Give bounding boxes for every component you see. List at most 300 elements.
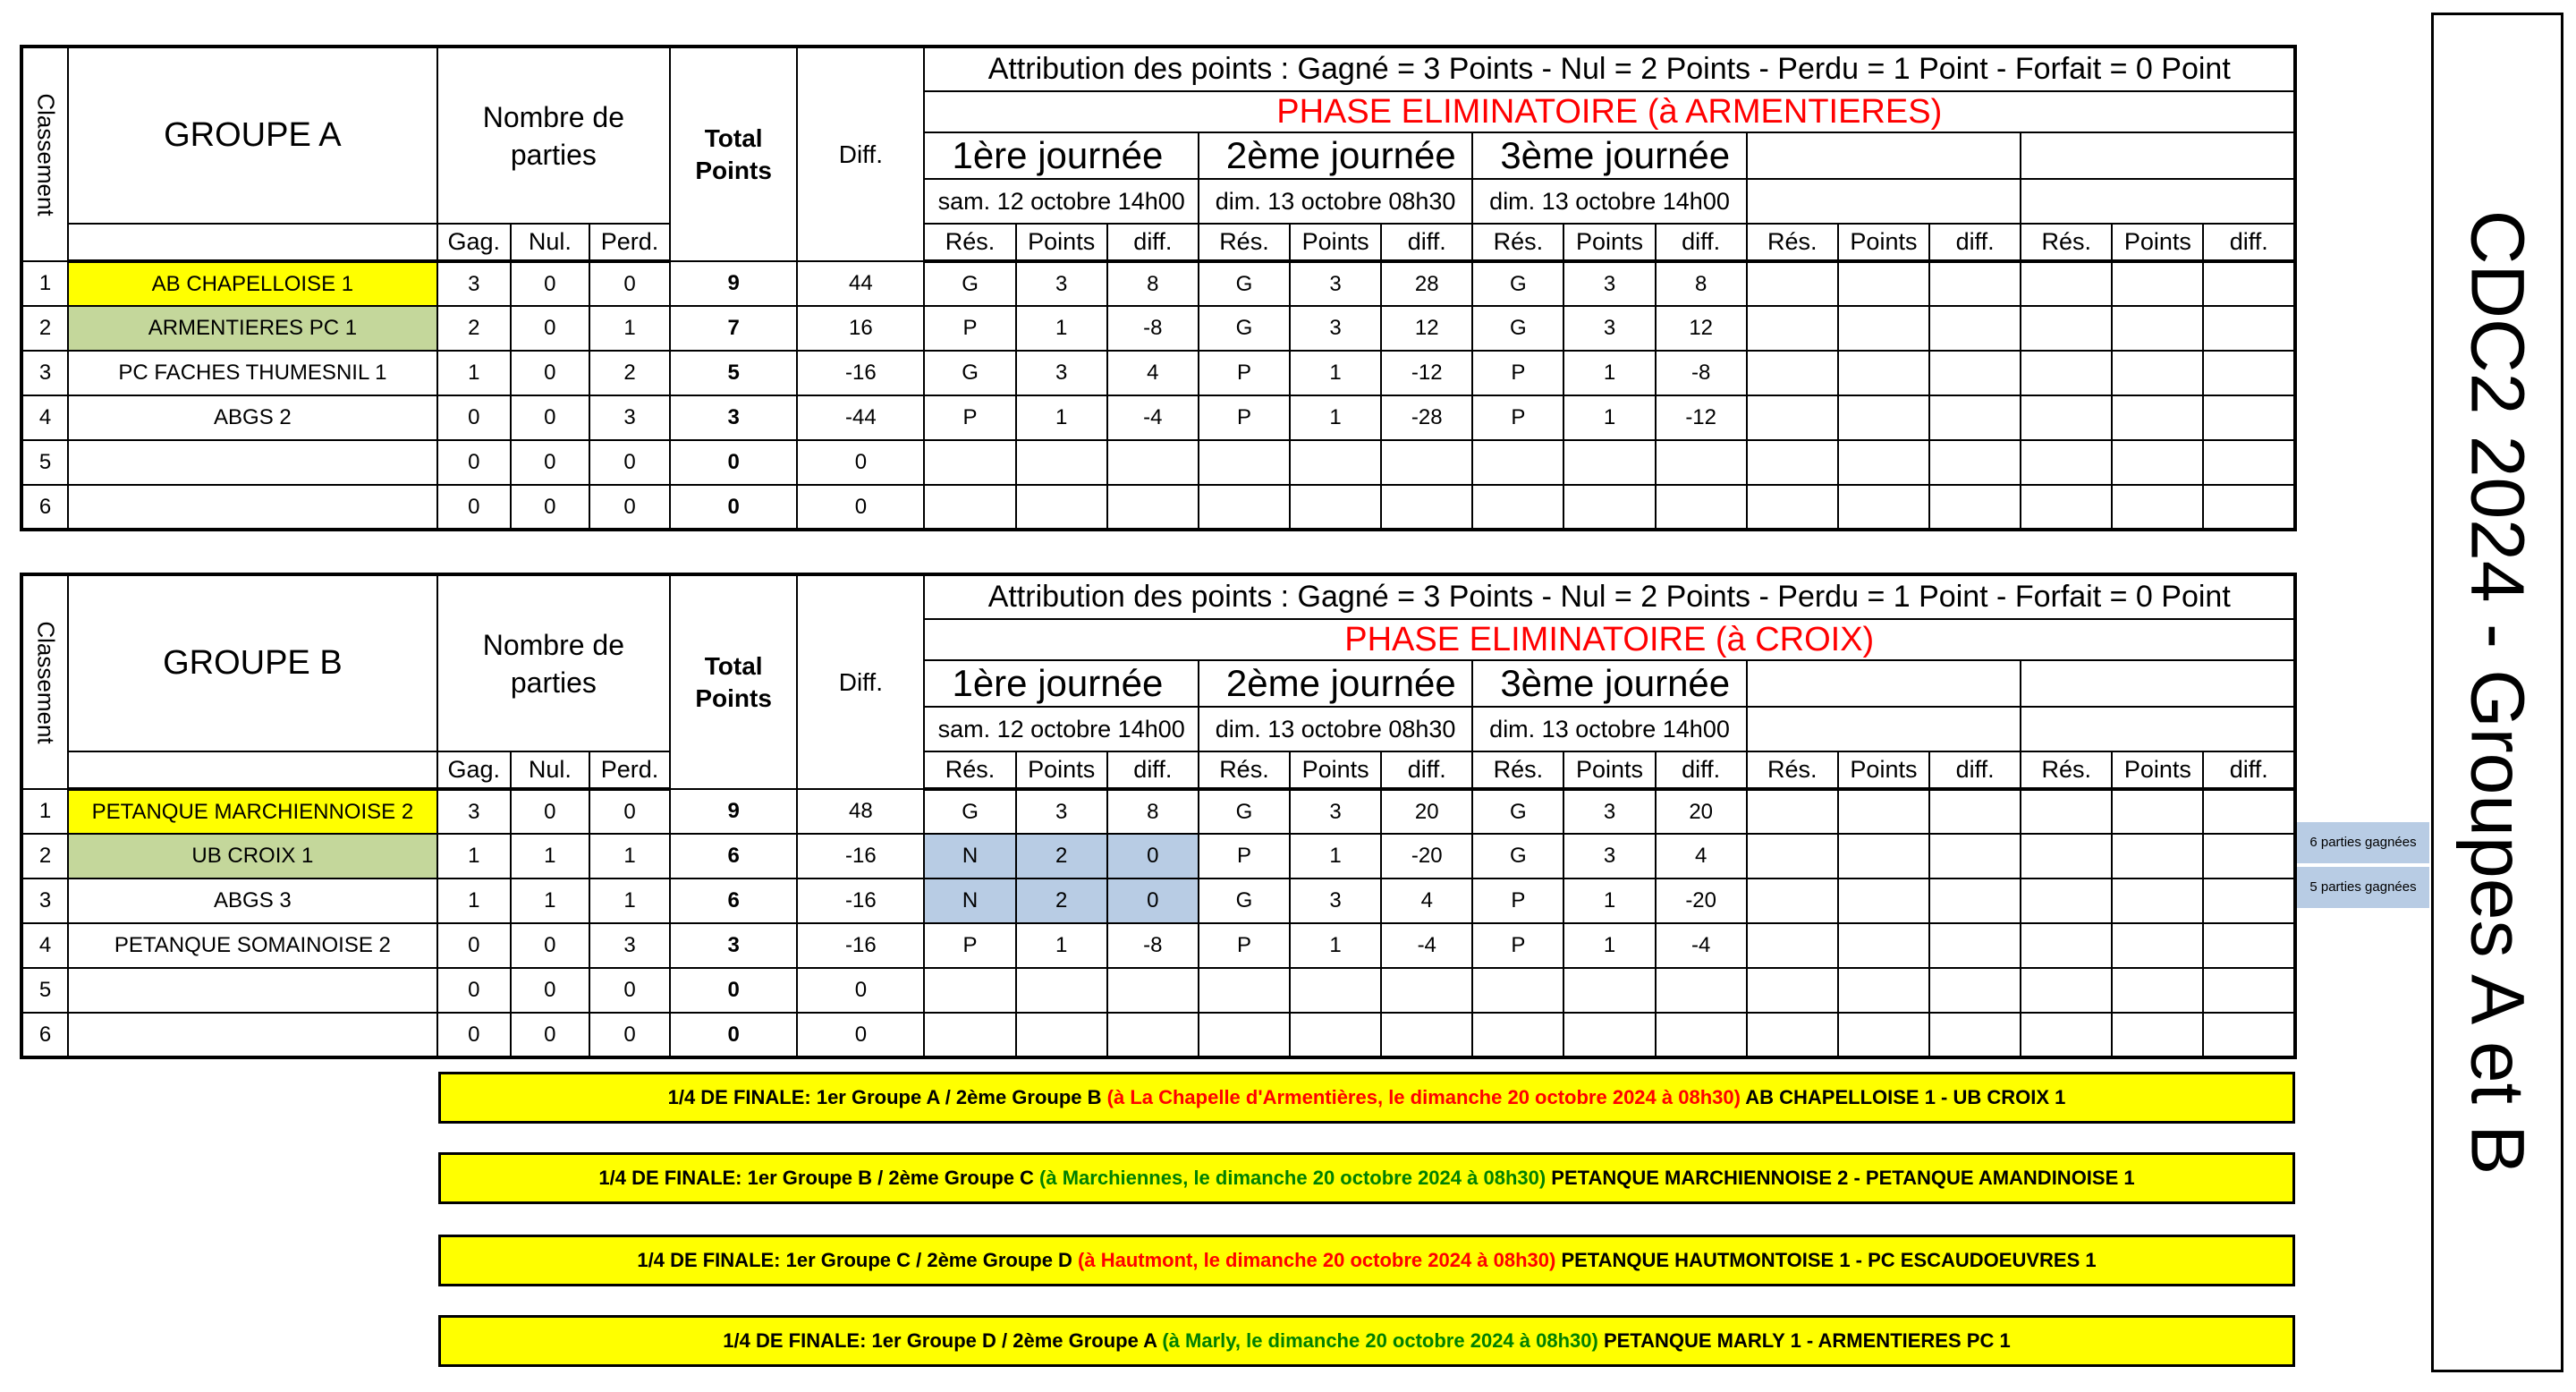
diff-cell: 0: [797, 485, 924, 530]
phase-title: PHASE ELIMINATOIRE (à ARMENTIERES): [924, 91, 2295, 132]
empty-cell: [2203, 261, 2295, 306]
empty-cell: [2203, 968, 2295, 1013]
gag-cell: 0: [437, 1013, 511, 1057]
result-cell: [1199, 1013, 1290, 1057]
empty-cell: [2203, 789, 2295, 834]
total-cell: 0: [670, 485, 797, 530]
team-name: PETANQUE SOMAINOISE 2: [68, 923, 437, 968]
empty-cell: [1929, 878, 2021, 923]
empty-cell: [1747, 968, 1838, 1013]
points-header: Points: [1838, 224, 1929, 261]
nul-cell: 0: [511, 485, 589, 530]
points-cell: 1: [1016, 923, 1107, 968]
points-attribution: Attribution des points : Gagné = 3 Points - Nul = 2 Points - Perdu = 1 Point - Forfait = 0 Point: [924, 47, 2295, 91]
final-location: (à Marchiennes, le dimanche 20 octobre 2024 à 08h30): [1039, 1167, 1546, 1189]
classement-label: Classement: [32, 92, 60, 216]
day-5-date: [2021, 179, 2295, 224]
points-cell: 3: [1016, 789, 1107, 834]
total-cell: 7: [670, 306, 797, 351]
gag-cell: 1: [437, 351, 511, 395]
diff-cell: -16: [797, 878, 924, 923]
result-cell: [1472, 968, 1563, 1013]
nul-cell: 1: [511, 878, 589, 923]
points-cell: 3: [1016, 261, 1107, 306]
diff-small-cell: -4: [1107, 395, 1199, 440]
final-match: AB CHAPELLOISE 1 - UB CROIX 1: [1740, 1086, 2066, 1108]
table-row: [21, 968, 2295, 1013]
points-cell: 1: [1290, 923, 1381, 968]
rank-cell: 1: [21, 261, 68, 306]
result-cell: [924, 485, 1015, 530]
result-cell: N: [924, 834, 1015, 878]
day-4-date: [1747, 179, 2021, 224]
diff-header: Diff.: [797, 47, 924, 261]
group-name: GROUPE A: [68, 47, 437, 224]
empty-cell: [1929, 923, 2021, 968]
group-table-a: [20, 45, 2297, 531]
points-cell: 1: [1563, 878, 1655, 923]
empty-cell: [2112, 968, 2203, 1013]
result-cell: [1199, 485, 1290, 530]
diff-small-cell: [1656, 485, 1747, 530]
day-3-title: 3ème journée: [1472, 132, 1746, 179]
gag-cell: 0: [437, 440, 511, 485]
empty-cell: [1747, 306, 1838, 351]
empty-cell: [1747, 1013, 1838, 1057]
team-name: [68, 968, 437, 1013]
result-cell: G: [924, 789, 1015, 834]
points-header: Points: [1016, 224, 1107, 261]
empty-cell: [1929, 789, 2021, 834]
diff-small-cell: 20: [1656, 789, 1747, 834]
day-2-title: 2ème journée: [1199, 132, 1472, 179]
points-cell: [1290, 485, 1381, 530]
nul-cell: 0: [511, 440, 589, 485]
quarter-final-banner: [438, 1072, 2295, 1124]
gag-cell: 1: [437, 878, 511, 923]
perd-cell: 3: [589, 395, 670, 440]
empty-cell: [2021, 485, 2112, 530]
diff-cell: 16: [797, 306, 924, 351]
total-cell: 0: [670, 440, 797, 485]
empty-cell: [1929, 351, 2021, 395]
points-cell: [1563, 968, 1655, 1013]
team-name: UB CROIX 1: [68, 834, 437, 878]
result-cell: [1472, 440, 1563, 485]
result-cell: G: [1472, 306, 1563, 351]
result-cell: G: [1472, 789, 1563, 834]
empty-cell: [1747, 351, 1838, 395]
diff-small-cell: [1107, 485, 1199, 530]
empty-cell: [2021, 789, 2112, 834]
gag-cell: 3: [437, 789, 511, 834]
table-row: [21, 395, 2295, 440]
day-4-title: [1747, 132, 2021, 179]
empty-cell: [1747, 923, 1838, 968]
diff-small-cell: -28: [1381, 395, 1472, 440]
header-row: [21, 47, 2295, 91]
points-cell: [1016, 485, 1107, 530]
diff-small-cell: -4: [1381, 923, 1472, 968]
perd-cell: 3: [589, 923, 670, 968]
empty-cell: [1929, 395, 2021, 440]
points-cell: [1563, 485, 1655, 530]
res-header: Rés.: [924, 751, 1015, 789]
result-cell: [1472, 485, 1563, 530]
rank-cell: 6: [21, 1013, 68, 1057]
points-cell: 1: [1290, 395, 1381, 440]
perd-cell: 2: [589, 351, 670, 395]
total-cell: 6: [670, 878, 797, 923]
points-cell: [1290, 968, 1381, 1013]
res-header: Rés.: [1747, 751, 1838, 789]
perd-cell: 0: [589, 1013, 670, 1057]
diff-small-cell: 4: [1656, 834, 1747, 878]
perd-cell: 1: [589, 878, 670, 923]
day-1-title: 1ère journée: [924, 660, 1198, 707]
nombre-parties-header: Nombre de parties: [437, 47, 670, 224]
empty-cell: [2021, 878, 2112, 923]
classement-label: Classement: [32, 620, 60, 744]
result-cell: G: [1472, 261, 1563, 306]
empty-cell: [2021, 440, 2112, 485]
empty-cell: [2203, 834, 2295, 878]
perd-cell: 0: [589, 968, 670, 1013]
empty-cell: [2112, 1013, 2203, 1057]
empty-cell: [2021, 395, 2112, 440]
total-cell: 9: [670, 261, 797, 306]
perd-header: Perd.: [589, 751, 670, 789]
standings-table: [20, 573, 2297, 1059]
points-cell: 3: [1290, 261, 1381, 306]
nul-cell: 0: [511, 968, 589, 1013]
points-cell: 2: [1016, 834, 1107, 878]
rank-cell: 4: [21, 395, 68, 440]
points-cell: 2: [1016, 878, 1107, 923]
points-cell: 1: [1563, 395, 1655, 440]
empty-cell: [1747, 878, 1838, 923]
diff-sub-header: diff.: [1929, 751, 2021, 789]
day-5-title: [2021, 132, 2295, 179]
diff-cell: 0: [797, 1013, 924, 1057]
points-header: Points: [2112, 751, 2203, 789]
empty-cell: [1838, 261, 1929, 306]
result-cell: P: [924, 923, 1015, 968]
total-cell: 5: [670, 351, 797, 395]
classement-header: [21, 47, 68, 261]
diff-small-cell: [1656, 440, 1747, 485]
points-header: Points: [1290, 751, 1381, 789]
total-points-header: Total Points: [670, 47, 797, 261]
rank-cell: 2: [21, 834, 68, 878]
res-header: Rés.: [1472, 751, 1563, 789]
result-cell: P: [924, 306, 1015, 351]
points-cell: 1: [1563, 351, 1655, 395]
diff-small-cell: 8: [1107, 261, 1199, 306]
perd-cell: 1: [589, 306, 670, 351]
perd-cell: 0: [589, 261, 670, 306]
points-cell: 1: [1290, 834, 1381, 878]
day-3-date: dim. 13 octobre 14h00: [1472, 707, 1746, 751]
empty-cell: [1838, 923, 1929, 968]
points-cell: 3: [1290, 789, 1381, 834]
result-cell: G: [1199, 878, 1290, 923]
empty-cell: [2203, 1013, 2295, 1057]
team-name: PETANQUE MARCHIENNOISE 2: [68, 789, 437, 834]
perd-cell: 0: [589, 485, 670, 530]
diff-small-cell: -8: [1656, 351, 1747, 395]
header-row: [21, 224, 2295, 261]
empty-cell: [2203, 485, 2295, 530]
table-row: [21, 923, 2295, 968]
empty-cell: [1747, 440, 1838, 485]
diff-small-cell: -20: [1381, 834, 1472, 878]
group-table-b: [20, 573, 2297, 1059]
classement-header: [21, 574, 68, 789]
points-cell: [1016, 968, 1107, 1013]
final-prefix: 1/4 DE FINALE: 1er Groupe B / 2ème Groupe C: [598, 1167, 1040, 1189]
total-cell: 0: [670, 968, 797, 1013]
points-cell: 3: [1563, 834, 1655, 878]
day-5-date: [2021, 707, 2295, 751]
diff-small-cell: -8: [1107, 923, 1199, 968]
points-cell: 1: [1016, 306, 1107, 351]
points-header: Points: [2112, 224, 2203, 261]
empty-cell: [2112, 878, 2203, 923]
result-cell: P: [1199, 834, 1290, 878]
perd-cell: 0: [589, 789, 670, 834]
table-row: [21, 306, 2295, 351]
diff-cell: -16: [797, 351, 924, 395]
rank-cell: 5: [21, 440, 68, 485]
points-header: Points: [1838, 751, 1929, 789]
diff-sub-header: diff.: [2203, 751, 2295, 789]
diff-small-cell: 0: [1107, 834, 1199, 878]
diff-small-cell: 0: [1107, 878, 1199, 923]
team-name: [68, 485, 437, 530]
result-cell: P: [1472, 351, 1563, 395]
empty-cell: [2203, 923, 2295, 968]
team-name: PC FACHES THUMESNIL 1: [68, 351, 437, 395]
diff-small-cell: [1107, 968, 1199, 1013]
side-title: CDC2 2024 - Groupes A et B: [2455, 209, 2540, 1176]
res-header: Rés.: [1199, 224, 1290, 261]
gag-cell: 0: [437, 485, 511, 530]
diff-small-cell: -12: [1656, 395, 1747, 440]
empty-cell: [1747, 789, 1838, 834]
diff-sub-header: diff.: [1381, 751, 1472, 789]
diff-small-cell: 20: [1381, 789, 1472, 834]
diff-small-cell: [1107, 1013, 1199, 1057]
perd-cell: 1: [589, 834, 670, 878]
empty-cell: [2021, 923, 2112, 968]
nul-header: Nul.: [511, 224, 589, 261]
team-name: ABGS 3: [68, 878, 437, 923]
result-cell: G: [1199, 306, 1290, 351]
day-5-title: [2021, 660, 2295, 707]
empty-cell: [2021, 261, 2112, 306]
nul-cell: 0: [511, 351, 589, 395]
header-row: [21, 751, 2295, 789]
empty-cell: [2112, 923, 2203, 968]
nul-header: Nul.: [511, 751, 589, 789]
points-header: Points: [1290, 224, 1381, 261]
diff-sub-header: diff.: [1656, 224, 1747, 261]
rank-cell: 4: [21, 923, 68, 968]
group-name-spacer: [68, 751, 437, 789]
table-row: [21, 351, 2295, 395]
empty-cell: [2021, 968, 2112, 1013]
group-name: GROUPE B: [68, 574, 437, 751]
diff-small-cell: -20: [1656, 878, 1747, 923]
quarter-final-banner: [438, 1152, 2295, 1204]
total-cell: 3: [670, 923, 797, 968]
points-cell: 3: [1290, 306, 1381, 351]
gag-cell: 0: [437, 395, 511, 440]
parties-gagnees-note: 5 parties gagnées: [2297, 867, 2429, 908]
empty-cell: [1747, 834, 1838, 878]
result-cell: G: [1472, 834, 1563, 878]
empty-cell: [2203, 306, 2295, 351]
day-4-title: [1747, 660, 2021, 707]
total-cell: 9: [670, 789, 797, 834]
total-points-header: Total Points: [670, 574, 797, 789]
empty-cell: [2021, 351, 2112, 395]
nul-cell: 0: [511, 1013, 589, 1057]
points-header: Points: [1563, 751, 1655, 789]
result-cell: P: [1472, 923, 1563, 968]
rank-cell: 1: [21, 789, 68, 834]
diff-sub-header: diff.: [1107, 751, 1199, 789]
empty-cell: [1929, 440, 2021, 485]
day-1-date: sam. 12 octobre 14h00: [924, 179, 1198, 224]
empty-cell: [1838, 351, 1929, 395]
day-2-title: 2ème journée: [1199, 660, 1472, 707]
gag-cell: 1: [437, 834, 511, 878]
table-row: [21, 878, 2295, 923]
result-cell: G: [1199, 789, 1290, 834]
final-prefix: 1/4 DE FINALE: 1er Groupe D / 2ème Groupe A: [723, 1329, 1163, 1352]
team-name: ABGS 2: [68, 395, 437, 440]
diff-small-cell: 12: [1381, 306, 1472, 351]
diff-header: Diff.: [797, 574, 924, 789]
day-1-title: 1ère journée: [924, 132, 1198, 179]
rank-cell: 5: [21, 968, 68, 1013]
diff-small-cell: 4: [1381, 878, 1472, 923]
empty-cell: [1929, 968, 2021, 1013]
total-cell: 0: [670, 1013, 797, 1057]
empty-cell: [1838, 968, 1929, 1013]
nul-cell: 1: [511, 834, 589, 878]
final-location: (à Marly, le dimanche 20 octobre 2024 à 08h30): [1162, 1329, 1598, 1352]
day-2-date: dim. 13 octobre 08h30: [1199, 179, 1472, 224]
points-cell: [1016, 440, 1107, 485]
rank-cell: 3: [21, 351, 68, 395]
parties-gagnees-note: 6 parties gagnées: [2297, 822, 2429, 863]
empty-cell: [2112, 395, 2203, 440]
day-4-date: [1747, 707, 2021, 751]
diff-small-cell: 4: [1107, 351, 1199, 395]
points-cell: [1290, 440, 1381, 485]
day-3-date: dim. 13 octobre 14h00: [1472, 179, 1746, 224]
empty-cell: [1929, 261, 2021, 306]
table-row: [21, 440, 2295, 485]
points-header: Points: [1563, 224, 1655, 261]
empty-cell: [1838, 834, 1929, 878]
diff-small-cell: [1381, 440, 1472, 485]
perd-header: Perd.: [589, 224, 670, 261]
empty-cell: [1838, 485, 1929, 530]
phase-title: PHASE ELIMINATOIRE (à CROIX): [924, 619, 2295, 660]
result-cell: G: [924, 351, 1015, 395]
diff-small-cell: 28: [1381, 261, 1472, 306]
empty-cell: [2112, 306, 2203, 351]
empty-cell: [2112, 485, 2203, 530]
result-cell: P: [1472, 878, 1563, 923]
empty-cell: [2112, 440, 2203, 485]
nul-cell: 0: [511, 789, 589, 834]
diff-sub-header: diff.: [2203, 224, 2295, 261]
team-name: ARMENTIERES PC 1: [68, 306, 437, 351]
nul-cell: 0: [511, 395, 589, 440]
empty-cell: [1838, 1013, 1929, 1057]
result-cell: [1472, 1013, 1563, 1057]
empty-cell: [1929, 1013, 2021, 1057]
result-cell: P: [1472, 395, 1563, 440]
empty-cell: [2112, 261, 2203, 306]
nul-cell: 0: [511, 923, 589, 968]
points-cell: [1563, 440, 1655, 485]
rank-cell: 3: [21, 878, 68, 923]
gag-cell: 0: [437, 923, 511, 968]
diff-cell: 0: [797, 968, 924, 1013]
table-row: [21, 261, 2295, 306]
nul-cell: 0: [511, 306, 589, 351]
result-cell: [924, 1013, 1015, 1057]
diff-sub-header: diff.: [1107, 224, 1199, 261]
table-row: [21, 834, 2295, 878]
empty-cell: [2203, 440, 2295, 485]
empty-cell: [2203, 878, 2295, 923]
diff-small-cell: -12: [1381, 351, 1472, 395]
total-cell: 3: [670, 395, 797, 440]
diff-small-cell: -8: [1107, 306, 1199, 351]
points-cell: 3: [1563, 261, 1655, 306]
gag-header: Gag.: [437, 751, 511, 789]
diff-cell: 48: [797, 789, 924, 834]
team-name: [68, 1013, 437, 1057]
result-cell: P: [1199, 395, 1290, 440]
nul-cell: 0: [511, 261, 589, 306]
res-header: Rés.: [1747, 224, 1838, 261]
result-cell: P: [1199, 351, 1290, 395]
final-prefix: 1/4 DE FINALE: 1er Groupe C / 2ème Groupe D: [637, 1249, 1079, 1271]
diff-small-cell: [1656, 1013, 1747, 1057]
points-attribution: Attribution des points : Gagné = 3 Points - Nul = 2 Points - Perdu = 1 Point - Forfait = 0 Point: [924, 574, 2295, 619]
diff-sub-header: diff.: [1381, 224, 1472, 261]
empty-cell: [1838, 395, 1929, 440]
diff-small-cell: -4: [1656, 923, 1747, 968]
team-name: [68, 440, 437, 485]
empty-cell: [1838, 878, 1929, 923]
empty-cell: [2021, 1013, 2112, 1057]
table-row: [21, 485, 2295, 530]
empty-cell: [2021, 834, 2112, 878]
points-cell: 3: [1290, 878, 1381, 923]
empty-cell: [1929, 485, 2021, 530]
result-cell: P: [1199, 923, 1290, 968]
diff-small-cell: [1381, 968, 1472, 1013]
